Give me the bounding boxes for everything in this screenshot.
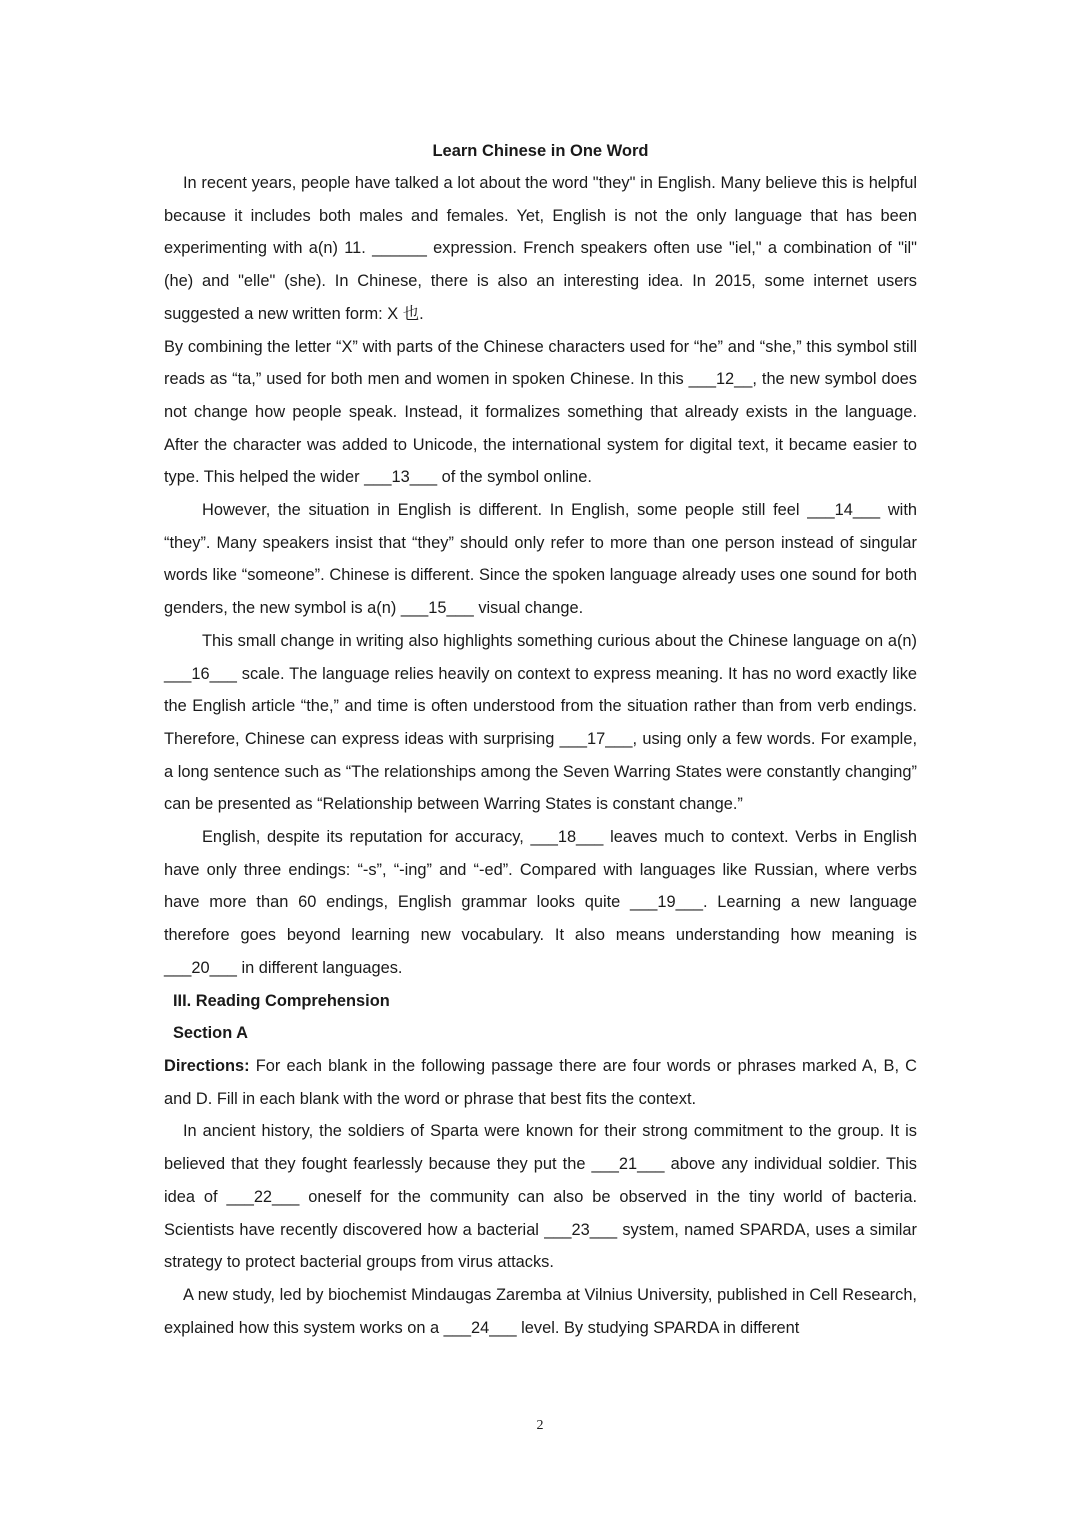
passage2-paragraph-1: In ancient history, the soldiers of Sparta were known for their strong commitment to the group. It is believed that they fought fearlessly because they put the ___21___ above any individual soldier. This idea of ___22___ oneself for the community can also be observed in the tiny world of bacteria. Scientists have recently discovered how a bacterial ___23___ system, named SPARDA, uses a similar strategy to protect bacterial groups from virus attacks. xyxy=(164,1122,917,1272)
paragraph-3: However, the situation in English is different. In English, some people still feel ___14___ with “they”. Many speakers insist that “they” should only refer to more than one person instead of singular words like “someone”. Chinese is different. Since the spoken language already uses one sound for both genders, the new symbol is a(n) ___15___ visual change. xyxy=(164,501,917,618)
article-title: Learn Chinese in One Word xyxy=(432,142,649,160)
paragraph-2: By combining the letter “X” with parts of the Chinese characters used for “he” and “she,” this symbol still reads as “ta,” used for both men and women in spoken Chinese. In this ___12__, the new symbol does not change how people speak. Instead, it formalizes something that already exists in the language. After the character was added to Unicode, the international system for digital text, it became easier to type. This helped the wider ___13___ of the symbol online. xyxy=(164,337,917,487)
section-heading: III. Reading Comprehension xyxy=(173,991,390,1010)
directions xyxy=(164,1050,917,1115)
page-number: 2 xyxy=(536,1418,544,1433)
paragraph-1: In recent years, people have talked a lot about the word "they" in English. Many believe this is helpful because it includes both males and females. Yet, English is not the only language that has been experimenting with a(n) 11. ______ expression. French speakers often use "iel," a combination of "il" (he) and "elle" (she). In Chinese, there is also an interesting idea. In 2015, some internet users suggested a new written form: X 也. xyxy=(164,174,917,323)
directions-text: For each blank in the following passage there are four words or phrases marked A, B, C and D. Fill in each blank with the word or phrase that best fits the context. xyxy=(164,1056,917,1108)
paragraph-4: This small change in writing also highlights something curious about the Chinese language on a(n) ___16___ scale. The language relies heavily on context to express meaning. It has no word exactly like the English article “the,” and time is often understood from the situation rather than from verb endings. Therefore, Chinese can express ideas with surprising ___17___, using only a few words. For example, a long sentence such as “The relationships among the Seven Warring States were constantly changing” can be presented as “Relationship between Warring States is constant change.” xyxy=(164,631,917,814)
article-body xyxy=(164,167,917,1344)
subsection-heading: Section A xyxy=(173,1024,248,1043)
paragraph-5: English, despite its reputation for accuracy, ___18___ leaves much to context. Verbs in English have only three endings: “-s”, “-ing” and “-ed”. Compared with languages like Russian, where verbs have more than 60 endings, English grammar looks quite ___19___. Learning a new language therefore goes beyond learning new vocabulary. It also means understanding how meaning is ___20___ in different languages. xyxy=(164,828,917,977)
directions-label: Directions: xyxy=(164,1056,250,1075)
passage2-paragraph-2: A new study, led by biochemist Mindaugas Zaremba at Vilnius University, published in Cell Research, explained how this system works on a ___24___ level. By studying SPARDA in different xyxy=(164,1285,917,1337)
